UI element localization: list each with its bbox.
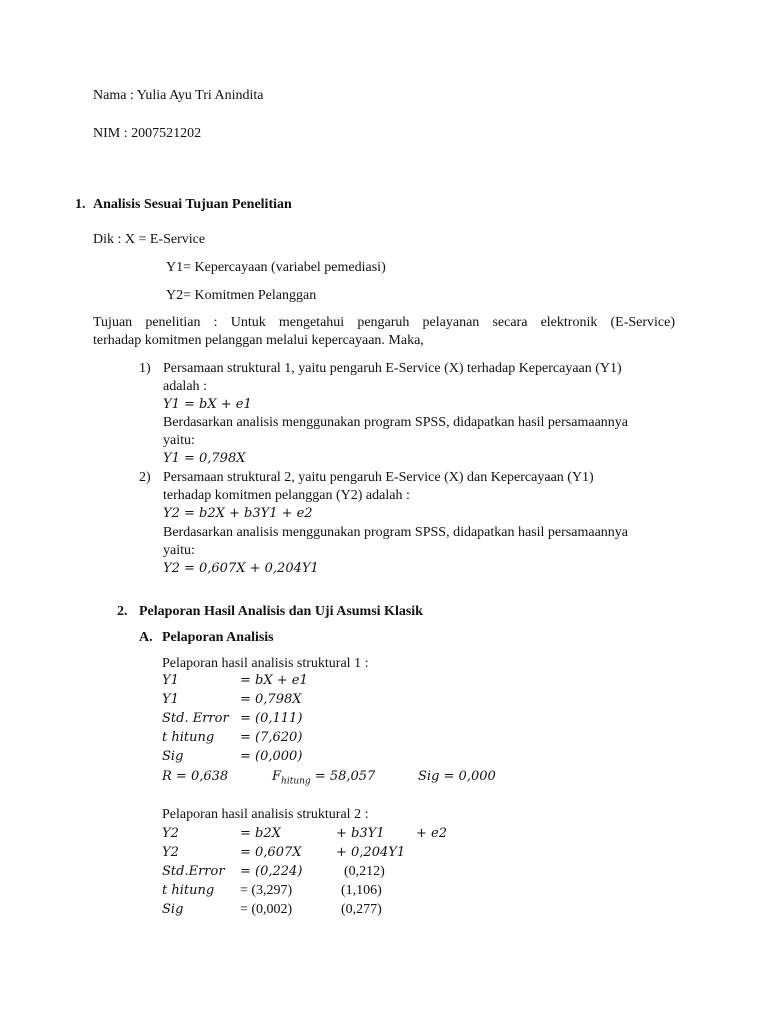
report2-row-label: Y2: [162, 826, 179, 841]
report1-row-label: Y1: [162, 692, 179, 707]
report1-row-label: Std. Error: [162, 711, 229, 726]
report2-row-value: = (0,002): [240, 902, 293, 917]
item1-line2: adalah :: [163, 379, 207, 394]
report2-row-label: t hitung: [162, 883, 215, 898]
dik-line-2: Y1= Kepercayaan (variabel pemediasi): [166, 260, 386, 275]
section1-title: Analisis Sesuai Tujuan Penelitian: [93, 197, 292, 212]
report1-row-value: = (0,000): [240, 749, 303, 764]
report2-row-label: Std.Error: [162, 864, 225, 879]
item2-line1: Persamaan struktural 2, yaitu pengaruh E-Service (X) dan Kepercayaan (Y1): [163, 470, 594, 485]
report2-row-label: Sig: [162, 902, 184, 917]
item2-line2: terhadap komitmen pelanggan (Y2) adalah :: [163, 488, 410, 503]
report2-heading: Pelaporan hasil analisis struktural 2 :: [162, 807, 369, 822]
report1-row-label: t hitung: [162, 730, 215, 745]
report1-heading: Pelaporan hasil analisis struktural 1 :: [162, 656, 369, 671]
section1-number: 1.: [75, 197, 86, 212]
report1-row-value: = (7,620): [240, 730, 303, 745]
section2-title: Pelaporan Hasil Analisis dan Uji Asumsi Klasik: [139, 604, 423, 619]
report1-sig-value: Sig = 0,000: [418, 769, 496, 784]
report2-row-col2: (1,106): [341, 883, 382, 898]
report2-row-value: = b2X: [240, 826, 281, 841]
report2-row-col2: (0,277): [341, 902, 382, 917]
item1-line1: Persamaan struktural 1, yaitu pengaruh E-Service (X) terhadap Kepercayaan (Y1): [163, 361, 622, 376]
item2-line4: yaitu:: [163, 543, 195, 558]
item1-result: Y1 = 0,798X: [163, 451, 246, 466]
subsection-letter: A.: [139, 630, 153, 645]
report1-row-value: = (0,111): [240, 711, 303, 726]
f-subscript: hitung: [281, 776, 311, 787]
f-label: F: [272, 769, 282, 784]
item1-equation: Y1 = bX + e1: [163, 397, 252, 412]
report1-row-label: Sig: [162, 749, 184, 764]
item2-result: Y2 = 0,607X + 0,204Y1: [163, 561, 319, 576]
name-line: Nama : Yulia Ayu Tri Anindita: [93, 88, 264, 103]
report2-row-col3: + e2: [416, 826, 447, 841]
report2-row-value: = 0,607X: [240, 845, 302, 860]
report1-f-value: [272, 768, 375, 791]
item1-line3: Berdasarkan analisis menggunakan program SPSS, didapatkan hasil persamaannya: [163, 415, 628, 430]
dik-line-3: Y2= Komitmen Pelanggan: [166, 288, 317, 303]
item2-line3: Berdasarkan analisis menggunakan program SPSS, didapatkan hasil persamaannya: [163, 525, 628, 540]
report1-r-value: R = 0,638: [162, 769, 229, 784]
item1-number: 1): [139, 361, 151, 376]
nim-line: NIM : 2007521202: [93, 126, 202, 141]
item1-line4: yaitu:: [163, 433, 195, 448]
item2-equation: Y2 = b2X + b3Y1 + e2: [163, 506, 313, 521]
tujuan-line-1: Tujuan penelitian : Untuk mengetahui pengaruh pelayanan secara elektronik (E-Service): [93, 315, 675, 330]
report2-row-col2: (0,212): [344, 864, 385, 879]
dik-line-1: Dik : X = E-Service: [93, 232, 206, 247]
section2-number: 2.: [117, 604, 128, 619]
report1-row-value: = bX + e1: [240, 673, 308, 688]
f-number: = 58,057: [310, 769, 376, 784]
tujuan-line-2: terhadap komitmen pelanggan melalui kepercayaan. Maka,: [93, 333, 424, 348]
report1-row-label: Y1: [162, 673, 179, 688]
report2-row-col2: + b3Y1: [336, 826, 385, 841]
report2-row-value: = (3,297): [240, 883, 293, 898]
report1-row-value: = 0,798X: [240, 692, 302, 707]
item2-number: 2): [139, 470, 151, 485]
report2-row-label: Y2: [162, 845, 179, 860]
report2-row-value: = (0,224): [240, 864, 303, 879]
report2-row-col2: + 0,204Y1: [336, 845, 406, 860]
subsection-title: Pelaporan Analisis: [162, 630, 274, 645]
